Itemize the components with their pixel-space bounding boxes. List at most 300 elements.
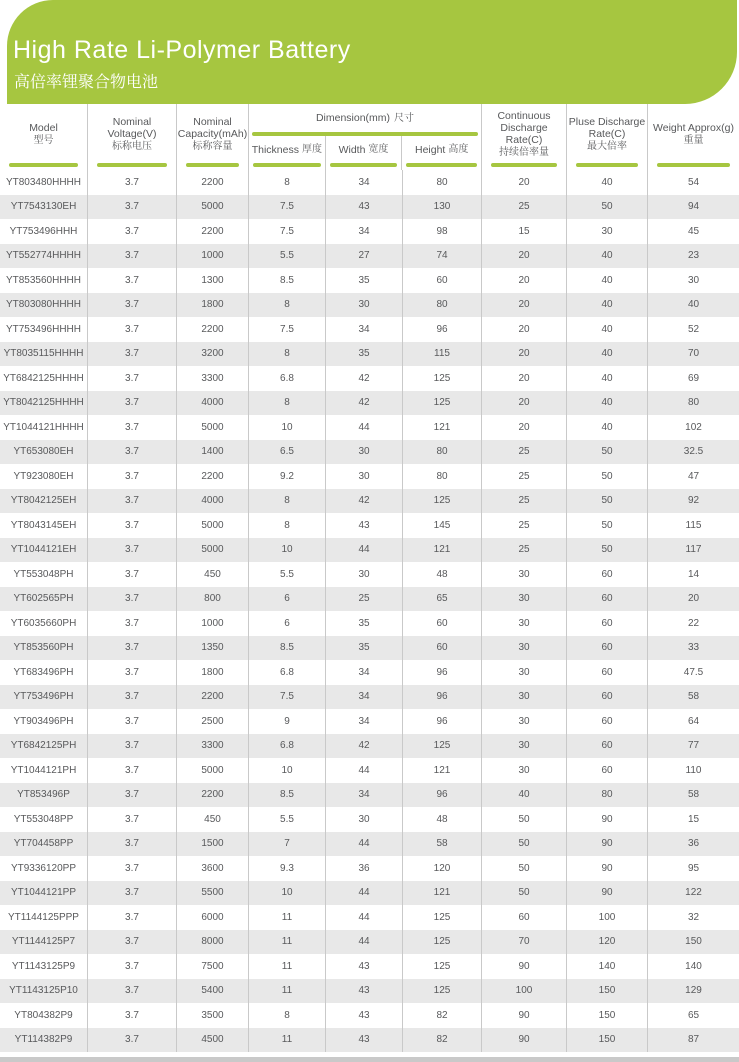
cell-weight: 110 — [685, 764, 702, 776]
cell-continuous-rate: 90 — [482, 1028, 567, 1053]
cell-model: YT8042125HHHH — [0, 391, 88, 416]
cell-height: 125 — [403, 366, 482, 391]
cell-continuous-rate: 25 — [482, 440, 567, 465]
header-underline — [406, 163, 477, 167]
cell-continuous-rate: 25 — [482, 489, 567, 514]
cell-continuous-rate: 20 — [482, 317, 567, 342]
table-row — [0, 342, 739, 367]
cell-thickness: 6.8 — [249, 660, 326, 685]
cell-pluse-rate: 60 — [567, 636, 648, 661]
cell-height: 48 — [403, 562, 482, 587]
cell-continuous-rate: 20 — [482, 366, 567, 391]
cell-height: 125 — [403, 391, 482, 416]
cell-weight: 80 — [687, 397, 700, 409]
cell-thickness: 8 — [249, 1003, 326, 1028]
cell-continuous-rate: 30 — [482, 611, 567, 636]
cell-thickness: 11 — [249, 1028, 326, 1053]
cell-voltage: 3.7 — [88, 636, 177, 661]
cell-pluse-rate: 40 — [567, 317, 648, 342]
cell-voltage: 3.7 — [88, 979, 177, 1004]
cell-width: 34 — [326, 219, 403, 244]
cell-weight: 36 — [687, 838, 700, 850]
cell-model: YT1144125P7 — [0, 930, 88, 955]
table-row — [0, 268, 739, 293]
cell-height: 145 — [403, 513, 482, 538]
cell-capacity: 3300 — [177, 366, 249, 391]
table-row — [0, 660, 739, 685]
cell-continuous-rate: 90 — [482, 1003, 567, 1028]
cell-weight: 14 — [687, 568, 700, 580]
cell-height: 80 — [403, 293, 482, 318]
cell-height: 120 — [403, 856, 482, 881]
cell-capacity: 1300 — [177, 268, 249, 293]
cell-capacity: 5400 — [177, 979, 249, 1004]
cell-voltage: 3.7 — [88, 268, 177, 293]
col-header-pluse-discharge — [567, 104, 648, 170]
cell-capacity: 3200 — [177, 342, 249, 367]
cell-capacity: 1800 — [177, 293, 249, 318]
table-row — [0, 415, 739, 440]
cell-model: YT6035660PH — [0, 611, 88, 636]
cell-voltage: 3.7 — [88, 538, 177, 563]
cell-capacity: 2500 — [177, 709, 249, 734]
cell-voltage: 3.7 — [88, 219, 177, 244]
cell-width: 30 — [326, 293, 403, 318]
col-header-dimension-group — [249, 104, 482, 170]
cell-voltage: 3.7 — [88, 905, 177, 930]
cell-thickness: 8 — [249, 513, 326, 538]
col-header-width — [326, 136, 403, 170]
cell-width: 43 — [326, 195, 403, 220]
cell-pluse-rate: 40 — [567, 244, 648, 269]
table-row — [0, 562, 739, 587]
cell-capacity: 1800 — [177, 660, 249, 685]
cell-width: 35 — [326, 268, 403, 293]
cell-pluse-rate: 40 — [567, 342, 648, 367]
cell-height: 80 — [403, 170, 482, 195]
cell-capacity: 3600 — [177, 856, 249, 881]
cell-width: 43 — [326, 954, 403, 979]
cell-width: 44 — [326, 930, 403, 955]
cell-model: YT6842125HHHH — [0, 366, 88, 391]
cell-voltage: 3.7 — [88, 954, 177, 979]
table-row — [0, 758, 739, 783]
cell-continuous-rate: 30 — [482, 709, 567, 734]
cell-height: 125 — [403, 489, 482, 514]
cell-weight: 54 — [687, 176, 700, 188]
table-row — [0, 244, 739, 269]
table-body — [0, 170, 739, 1052]
header-underline — [253, 163, 321, 167]
cell-capacity: 3500 — [177, 1003, 249, 1028]
cell-continuous-rate: 60 — [482, 905, 567, 930]
cell-thickness: 10 — [249, 538, 326, 563]
cell-height: 125 — [403, 954, 482, 979]
cell-model: YT8035115HHHH — [0, 342, 88, 367]
cell-width: 44 — [326, 538, 403, 563]
cell-capacity: 5000 — [177, 538, 249, 563]
cell-weight: 140 — [685, 960, 702, 972]
cell-width: 43 — [326, 1003, 403, 1028]
cell-weight: 115 — [685, 519, 702, 531]
cell-continuous-rate: 30 — [482, 758, 567, 783]
table-row — [0, 440, 739, 465]
col-header-pluse-label: Pluse Discharge Rate(C) 最大倍率 — [568, 116, 646, 152]
table-row — [0, 464, 739, 489]
header-underline — [186, 163, 239, 167]
cell-height: 115 — [403, 342, 482, 367]
cell-thickness: 11 — [249, 954, 326, 979]
cell-continuous-rate: 25 — [482, 538, 567, 563]
cell-capacity: 5500 — [177, 881, 249, 906]
cell-width: 34 — [326, 170, 403, 195]
col-header-thickness — [249, 136, 326, 170]
header-underline — [491, 163, 557, 167]
cell-capacity: 4000 — [177, 391, 249, 416]
cell-width: 35 — [326, 342, 403, 367]
cell-thickness: 6.8 — [249, 734, 326, 759]
cell-width: 30 — [326, 440, 403, 465]
cell-weight: 94 — [687, 201, 700, 213]
cell-thickness: 5.5 — [249, 807, 326, 832]
cell-thickness: 10 — [249, 415, 326, 440]
cell-model: YT1044121PH — [0, 758, 88, 783]
cell-pluse-rate: 120 — [567, 930, 648, 955]
cell-thickness: 7 — [249, 832, 326, 857]
cell-capacity: 2200 — [177, 685, 249, 710]
cell-pluse-rate: 50 — [567, 464, 648, 489]
cell-continuous-rate: 50 — [482, 881, 567, 906]
cell-continuous-rate: 30 — [482, 636, 567, 661]
table-row — [0, 219, 739, 244]
cell-continuous-rate: 30 — [482, 562, 567, 587]
cell-weight: 65 — [687, 1009, 700, 1021]
table-row — [0, 881, 739, 906]
cell-weight: 129 — [685, 985, 702, 997]
cell-voltage: 3.7 — [88, 709, 177, 734]
cell-capacity: 450 — [177, 562, 249, 587]
cell-height: 60 — [403, 268, 482, 293]
cell-model: YT1044121HHHH — [0, 415, 88, 440]
cell-weight: 58 — [687, 691, 700, 703]
cell-thickness: 7.5 — [249, 195, 326, 220]
cell-voltage: 3.7 — [88, 244, 177, 269]
cell-weight: 47.5 — [683, 666, 704, 678]
col-header-nominal-capacity — [177, 104, 249, 170]
cell-pluse-rate: 60 — [567, 709, 648, 734]
cell-continuous-rate: 40 — [482, 783, 567, 808]
table-row — [0, 709, 739, 734]
cell-weight: 32 — [687, 911, 700, 923]
cell-model: YT683496PH — [0, 660, 88, 685]
cell-width: 44 — [326, 415, 403, 440]
table-row — [0, 1028, 739, 1053]
cell-weight: 77 — [687, 740, 700, 752]
cell-pluse-rate: 90 — [567, 856, 648, 881]
table-row — [0, 979, 739, 1004]
cell-capacity: 450 — [177, 807, 249, 832]
table-row — [0, 905, 739, 930]
cell-pluse-rate: 60 — [567, 611, 648, 636]
cell-width: 34 — [326, 685, 403, 710]
table-row — [0, 856, 739, 881]
cell-height: 65 — [403, 587, 482, 612]
header-underline — [97, 163, 167, 167]
cell-width: 44 — [326, 881, 403, 906]
cell-thickness: 10 — [249, 758, 326, 783]
cell-continuous-rate: 90 — [482, 954, 567, 979]
cell-pluse-rate: 90 — [567, 807, 648, 832]
cell-width: 35 — [326, 611, 403, 636]
col-header-model — [0, 104, 88, 170]
cell-model: YT804382P9 — [0, 1003, 88, 1028]
cell-pluse-rate: 100 — [567, 905, 648, 930]
cell-continuous-rate: 25 — [482, 464, 567, 489]
cell-voltage: 3.7 — [88, 881, 177, 906]
cell-weight: 47 — [687, 470, 700, 482]
header-underline — [657, 163, 730, 167]
cell-height: 125 — [403, 930, 482, 955]
cell-pluse-rate: 40 — [567, 170, 648, 195]
cell-model: YT1143125P9 — [0, 954, 88, 979]
table-row — [0, 293, 739, 318]
cell-thickness: 7.5 — [249, 317, 326, 342]
cell-capacity: 5000 — [177, 195, 249, 220]
cell-thickness: 8 — [249, 293, 326, 318]
cell-capacity: 1400 — [177, 440, 249, 465]
cell-model: YT653080EH — [0, 440, 88, 465]
cell-thickness: 5.5 — [249, 562, 326, 587]
cell-voltage: 3.7 — [88, 734, 177, 759]
table-row — [0, 366, 739, 391]
table-row — [0, 538, 739, 563]
cell-continuous-rate: 15 — [482, 219, 567, 244]
cell-height: 58 — [403, 832, 482, 857]
cell-model: YT853560HHHH — [0, 268, 88, 293]
header-underline — [576, 163, 638, 167]
cell-width: 42 — [326, 366, 403, 391]
cell-thickness: 9 — [249, 709, 326, 734]
cell-thickness: 11 — [249, 905, 326, 930]
cell-voltage: 3.7 — [88, 489, 177, 514]
cell-thickness: 11 — [249, 979, 326, 1004]
cell-height: 130 — [403, 195, 482, 220]
col-header-nominal-voltage — [88, 104, 177, 170]
col-header-height — [402, 136, 481, 170]
cell-continuous-rate: 100 — [482, 979, 567, 1004]
cell-width: 43 — [326, 513, 403, 538]
cell-pluse-rate: 30 — [567, 219, 648, 244]
cell-thickness: 6 — [249, 587, 326, 612]
cell-capacity: 1000 — [177, 244, 249, 269]
cell-model: YT8042125EH — [0, 489, 88, 514]
cell-pluse-rate: 80 — [567, 783, 648, 808]
cell-model: YT6842125PH — [0, 734, 88, 759]
cell-thickness: 8 — [249, 391, 326, 416]
cell-width: 44 — [326, 905, 403, 930]
cell-thickness: 8.5 — [249, 636, 326, 661]
cell-capacity: 4500 — [177, 1028, 249, 1053]
cell-pluse-rate: 50 — [567, 489, 648, 514]
cell-voltage: 3.7 — [88, 366, 177, 391]
cell-voltage: 3.7 — [88, 415, 177, 440]
cell-voltage: 3.7 — [88, 930, 177, 955]
cell-pluse-rate: 40 — [567, 366, 648, 391]
cell-weight: 150 — [685, 936, 702, 948]
cell-weight: 15 — [687, 813, 700, 825]
cell-voltage: 3.7 — [88, 317, 177, 342]
cell-height: 96 — [403, 317, 482, 342]
cell-pluse-rate: 140 — [567, 954, 648, 979]
cell-model: YT9336120PP — [0, 856, 88, 881]
cell-model: YT853560PH — [0, 636, 88, 661]
cell-voltage: 3.7 — [88, 464, 177, 489]
cell-weight: 22 — [687, 617, 700, 629]
cell-width: 44 — [326, 758, 403, 783]
col-header-width-label: Width 宽度 — [338, 143, 389, 156]
cell-model: YT8043145EH — [0, 513, 88, 538]
header-underline — [330, 163, 398, 167]
cell-capacity: 5000 — [177, 415, 249, 440]
cell-continuous-rate: 25 — [482, 195, 567, 220]
cell-pluse-rate: 60 — [567, 587, 648, 612]
table-row — [0, 930, 739, 955]
cell-model: YT552774HHHH — [0, 244, 88, 269]
cell-voltage: 3.7 — [88, 685, 177, 710]
table-row — [0, 807, 739, 832]
cell-voltage: 3.7 — [88, 611, 177, 636]
cell-width: 34 — [326, 317, 403, 342]
cell-thickness: 8 — [249, 170, 326, 195]
cell-weight: 33 — [687, 642, 700, 654]
cell-model: YT602565PH — [0, 587, 88, 612]
table-row — [0, 611, 739, 636]
table-row — [0, 317, 739, 342]
cell-width: 30 — [326, 807, 403, 832]
cell-height: 121 — [403, 538, 482, 563]
cell-voltage: 3.7 — [88, 758, 177, 783]
cell-weight: 58 — [687, 789, 700, 801]
cell-thickness: 7.5 — [249, 685, 326, 710]
cell-width: 42 — [326, 489, 403, 514]
cell-capacity: 8000 — [177, 930, 249, 955]
cell-height: 125 — [403, 979, 482, 1004]
cell-thickness: 6 — [249, 611, 326, 636]
cell-continuous-rate: 20 — [482, 244, 567, 269]
cell-model: YT753496HHH — [0, 219, 88, 244]
cell-height: 121 — [403, 758, 482, 783]
cell-width: 34 — [326, 709, 403, 734]
cell-thickness: 8 — [249, 489, 326, 514]
cell-pluse-rate: 60 — [567, 734, 648, 759]
cell-continuous-rate: 20 — [482, 415, 567, 440]
cell-voltage: 3.7 — [88, 856, 177, 881]
cell-width: 34 — [326, 783, 403, 808]
cell-width: 25 — [326, 587, 403, 612]
cell-height: 96 — [403, 709, 482, 734]
cell-thickness: 9.3 — [249, 856, 326, 881]
cell-width: 36 — [326, 856, 403, 881]
cell-pluse-rate: 50 — [567, 440, 648, 465]
cell-width: 44 — [326, 832, 403, 857]
cell-pluse-rate: 50 — [567, 538, 648, 563]
cell-capacity: 1000 — [177, 611, 249, 636]
cell-voltage: 3.7 — [88, 342, 177, 367]
cell-weight: 122 — [685, 887, 702, 899]
col-header-capacity-label: Nominal Capacity(mAh) 标称容量 — [177, 116, 248, 152]
cell-weight: 92 — [687, 495, 700, 507]
cell-voltage: 3.7 — [88, 1028, 177, 1053]
cell-voltage: 3.7 — [88, 170, 177, 195]
cell-pluse-rate: 50 — [567, 513, 648, 538]
cell-weight: 102 — [685, 421, 702, 433]
header-underline — [9, 163, 78, 167]
cell-voltage: 3.7 — [88, 513, 177, 538]
cell-model: YT853496P — [0, 783, 88, 808]
cell-pluse-rate: 150 — [567, 1003, 648, 1028]
col-header-weight — [648, 104, 739, 170]
cell-pluse-rate: 90 — [567, 881, 648, 906]
table-row — [0, 954, 739, 979]
cell-weight: 23 — [687, 250, 700, 262]
cell-thickness: 6.5 — [249, 440, 326, 465]
cell-pluse-rate: 50 — [567, 195, 648, 220]
cell-capacity: 1350 — [177, 636, 249, 661]
cell-model: YT923080EH — [0, 464, 88, 489]
cell-capacity: 2200 — [177, 317, 249, 342]
cell-pluse-rate: 60 — [567, 562, 648, 587]
table-row — [0, 734, 739, 759]
cell-model: YT753496HHHH — [0, 317, 88, 342]
cell-width: 35 — [326, 636, 403, 661]
cell-voltage: 3.7 — [88, 832, 177, 857]
cell-model: YT803080HHHH — [0, 293, 88, 318]
cell-continuous-rate: 30 — [482, 685, 567, 710]
header-banner — [7, 0, 737, 104]
col-header-model-label: Model 型号 — [29, 122, 58, 146]
cell-capacity: 5000 — [177, 758, 249, 783]
col-header-thickness-label: Thickness 厚度 — [251, 143, 322, 156]
cell-voltage: 3.7 — [88, 391, 177, 416]
cell-pluse-rate: 40 — [567, 415, 648, 440]
cell-model: YT704458PP — [0, 832, 88, 857]
cell-height: 82 — [403, 1003, 482, 1028]
cell-continuous-rate: 20 — [482, 293, 567, 318]
dimension-subheaders — [249, 136, 481, 170]
cell-model: YT903496PH — [0, 709, 88, 734]
cell-height: 121 — [403, 881, 482, 906]
cell-weight: 45 — [687, 225, 700, 237]
cell-height: 121 — [403, 415, 482, 440]
cell-capacity: 1500 — [177, 832, 249, 857]
page-title: High Rate Li-Polymer Battery — [13, 36, 351, 64]
cell-width: 42 — [326, 734, 403, 759]
cell-continuous-rate: 50 — [482, 832, 567, 857]
cell-thickness: 7.5 — [249, 219, 326, 244]
cell-weight: 87 — [687, 1034, 700, 1046]
cell-continuous-rate: 50 — [482, 807, 567, 832]
cell-thickness: 8.5 — [249, 268, 326, 293]
cell-capacity: 3300 — [177, 734, 249, 759]
cell-thickness: 11 — [249, 930, 326, 955]
cell-continuous-rate: 30 — [482, 734, 567, 759]
cell-continuous-rate: 50 — [482, 856, 567, 881]
table-row — [0, 391, 739, 416]
cell-continuous-rate: 30 — [482, 587, 567, 612]
col-header-continuous-label: Continuous Discharge Rate(C) 持续倍率量 — [497, 110, 551, 158]
cell-pluse-rate: 60 — [567, 660, 648, 685]
cell-height: 60 — [403, 611, 482, 636]
